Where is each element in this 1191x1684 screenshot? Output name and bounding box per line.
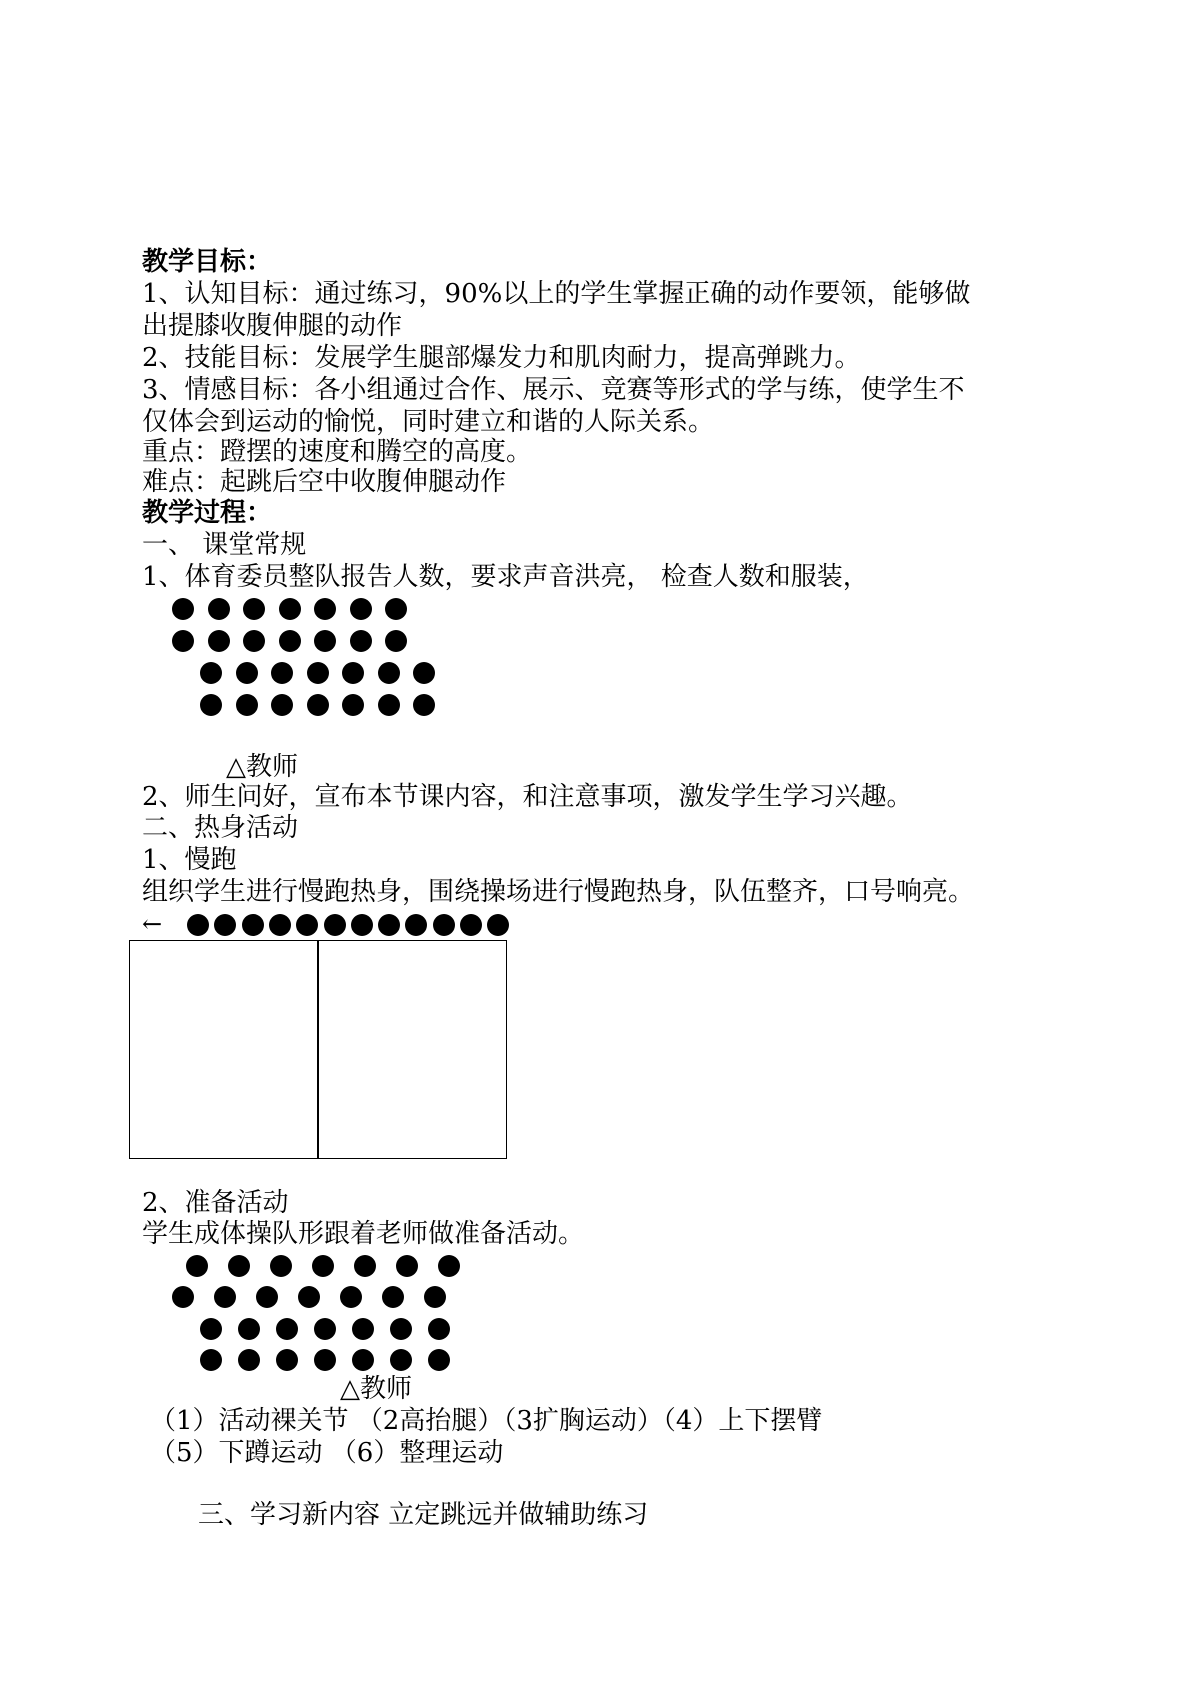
process-heading: 教学过程： (142, 498, 273, 528)
student-dot (242, 914, 264, 936)
activities-line-1: （1）活动裸关节 （2高抬腿）（3扩胸运动）（4）上下摆臂 (150, 1406, 823, 1436)
student-dot (200, 1349, 222, 1371)
student-dot (256, 1286, 278, 1308)
student-dot (354, 1255, 376, 1277)
student-dot (172, 630, 194, 652)
student-dot (314, 598, 336, 620)
student-dot (385, 630, 407, 652)
student-dot (413, 694, 435, 716)
student-dot (243, 630, 265, 652)
objective-3-line-1: 3、情感目标：各小组通过合作、展示、竞赛等形式的学与练，使学生不 (142, 375, 965, 405)
student-dot (314, 1318, 336, 1340)
section-1-item-2: 2、师生问好，宣布本节课内容，和注意事项，激发学生学习兴趣。 (142, 782, 913, 812)
section-1-item-1: 1、体育委员整队报告人数，要求声音洪亮， 检查人数和服装， (142, 562, 869, 592)
student-dot (276, 1318, 298, 1340)
student-dot (378, 914, 400, 936)
student-dot (314, 1349, 336, 1371)
activities-line-2: （5）下蹲运动 （6）整理运动 (150, 1438, 504, 1468)
field-divider (317, 940, 319, 1159)
student-dot (352, 1349, 374, 1371)
student-dot (270, 1255, 292, 1277)
student-dot (243, 598, 265, 620)
student-dot (276, 1349, 298, 1371)
key-point: 重点：蹬摆的速度和腾空的高度。 (142, 437, 533, 467)
student-dot (200, 662, 222, 684)
student-dot (200, 694, 222, 716)
student-dot (214, 914, 236, 936)
student-dot (413, 662, 435, 684)
student-dot (351, 914, 373, 936)
student-dot (378, 694, 400, 716)
left-arrow-icon: ← (142, 910, 163, 938)
objective-1-line-2: 出提膝收腹伸腿的动作 (142, 311, 403, 341)
student-dot (238, 1349, 260, 1371)
student-dot (238, 1318, 260, 1340)
student-dot (390, 1318, 412, 1340)
section-1-title: 一、 课堂常规 (142, 530, 307, 560)
student-dot (390, 1349, 412, 1371)
student-dot (208, 630, 230, 652)
student-dot (172, 598, 194, 620)
student-dot (208, 598, 230, 620)
section-2-item-2: 2、准备活动 (142, 1188, 289, 1218)
student-dot (350, 598, 372, 620)
student-dot (433, 914, 455, 936)
section-2-title: 二、热身活动 (142, 813, 299, 843)
section-3-title: 三、学习新内容 立定跳远并做辅助练习 (198, 1500, 649, 1530)
student-dot (298, 1286, 320, 1308)
student-dot (396, 1255, 418, 1277)
student-dot (438, 1255, 460, 1277)
objective-2: 2、技能目标：发展学生腿部爆发力和肌肉耐力，提高弹跳力。 (142, 343, 861, 373)
student-dot (279, 630, 301, 652)
student-dot (428, 1349, 450, 1371)
student-dot (424, 1286, 446, 1308)
student-dot (296, 914, 318, 936)
student-dot (460, 914, 482, 936)
formation-2-teacher: △教师 (340, 1374, 412, 1404)
student-dot (350, 630, 372, 652)
student-dot (186, 1255, 208, 1277)
student-dot (236, 662, 258, 684)
section-2-item-1: 1、慢跑 (142, 845, 237, 875)
objective-1-line-1: 1、认知目标：通过练习，90%以上的学生掌握正确的动作要领，能够做 (142, 279, 971, 309)
student-dot (307, 662, 329, 684)
student-dot (200, 1318, 222, 1340)
student-dot (271, 694, 293, 716)
student-dot (342, 662, 364, 684)
student-dot (487, 914, 509, 936)
student-dot (314, 630, 336, 652)
student-dot (340, 1286, 362, 1308)
student-dot (307, 694, 329, 716)
student-dot (172, 1286, 194, 1308)
jog-description: 组织学生进行慢跑热身，围绕操场进行慢跑热身，队伍整齐，口号响亮。 (142, 877, 975, 907)
student-dot (378, 662, 400, 684)
student-dot (228, 1255, 250, 1277)
student-dot (214, 1286, 236, 1308)
student-dot (405, 914, 427, 936)
student-dot (324, 914, 346, 936)
objective-3-line-2: 仅体会到运动的愉悦，同时建立和谐的人际关系。 (142, 407, 715, 437)
objectives-heading: 教学目标： (142, 247, 273, 277)
student-dot (236, 694, 258, 716)
student-dot (385, 598, 407, 620)
student-dot (187, 914, 209, 936)
student-dot (382, 1286, 404, 1308)
student-dot (271, 662, 293, 684)
warmup-description: 学生成体操队形跟着老师做准备活动。 (142, 1219, 585, 1249)
student-dot (312, 1255, 334, 1277)
student-dot (279, 598, 301, 620)
student-dot (269, 914, 291, 936)
difficulty: 难点：起跳后空中收腹伸腿动作 (142, 467, 507, 497)
student-dot (352, 1318, 374, 1340)
student-dot (428, 1318, 450, 1340)
formation-1-teacher: △教师 (226, 752, 298, 782)
student-dot (342, 694, 364, 716)
